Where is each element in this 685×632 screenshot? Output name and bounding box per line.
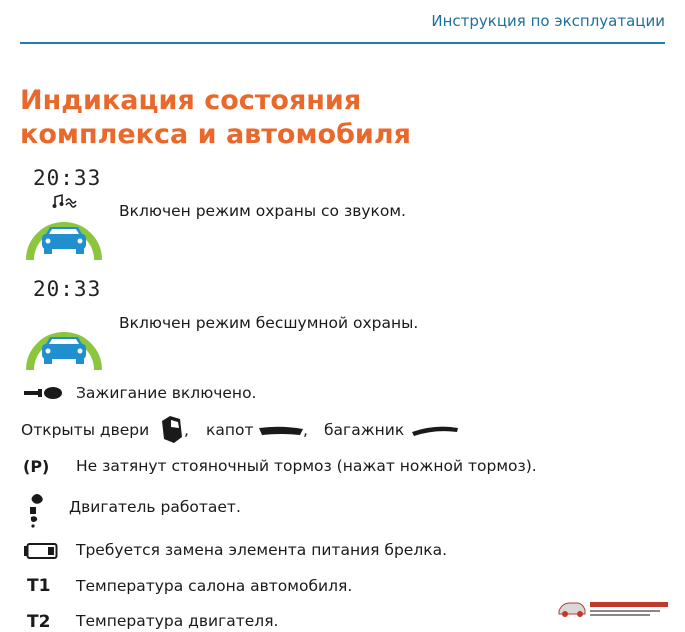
header-rule xyxy=(20,42,665,44)
page-title xyxy=(20,84,411,152)
t2-text: Температура двигателя. xyxy=(76,612,279,630)
hood-label: капот xyxy=(206,421,254,439)
engine-running-icon xyxy=(27,492,47,528)
car-guard-silent-gauge-icon xyxy=(24,320,104,372)
trunk-label: багажник xyxy=(324,421,405,439)
t1-text: Температура салона автомобиля. xyxy=(76,577,353,595)
car-guard-gauge-icon xyxy=(24,210,104,262)
battery-low-icon xyxy=(24,543,58,559)
t2-code: T2 xyxy=(27,612,51,632)
armed-sound-text: Включен режим охраны со звуком. xyxy=(119,202,406,220)
page-title-line-2: комплекса и автомобиля xyxy=(20,119,411,150)
watermark-logo xyxy=(556,596,672,620)
lcd-time-1: 20:33 xyxy=(33,166,102,190)
armed-silent-text: Включен режим бесшумной охраны. xyxy=(119,314,419,332)
hood-open-icon xyxy=(258,425,304,437)
header-title: Инструкция по эксплуатации xyxy=(431,12,665,30)
battery-text: Требуется замена элемента питания брелка. xyxy=(76,541,448,559)
trunk-open-icon xyxy=(411,424,459,438)
parking-brake-symbol: (P) xyxy=(23,457,50,476)
door-open-icon xyxy=(160,415,184,445)
page-title-line-1: Индикация состояния xyxy=(20,85,362,116)
t1-code: T1 xyxy=(27,576,51,596)
doors-label: Открыты двери xyxy=(21,421,150,439)
ignition-key-icon xyxy=(24,386,62,400)
parking-brake-text: Не затянут стояночный тормоз (нажат ножной тормоз). xyxy=(76,457,537,475)
music-note-icon xyxy=(52,193,78,209)
lcd-time-2: 20:33 xyxy=(33,277,102,301)
ignition-text: Зажигание включено. xyxy=(76,384,257,402)
doors-separator-1: , xyxy=(184,421,189,439)
engine-running-text: Двигатель работает. xyxy=(69,498,241,516)
doors-separator-2: , xyxy=(303,421,308,439)
